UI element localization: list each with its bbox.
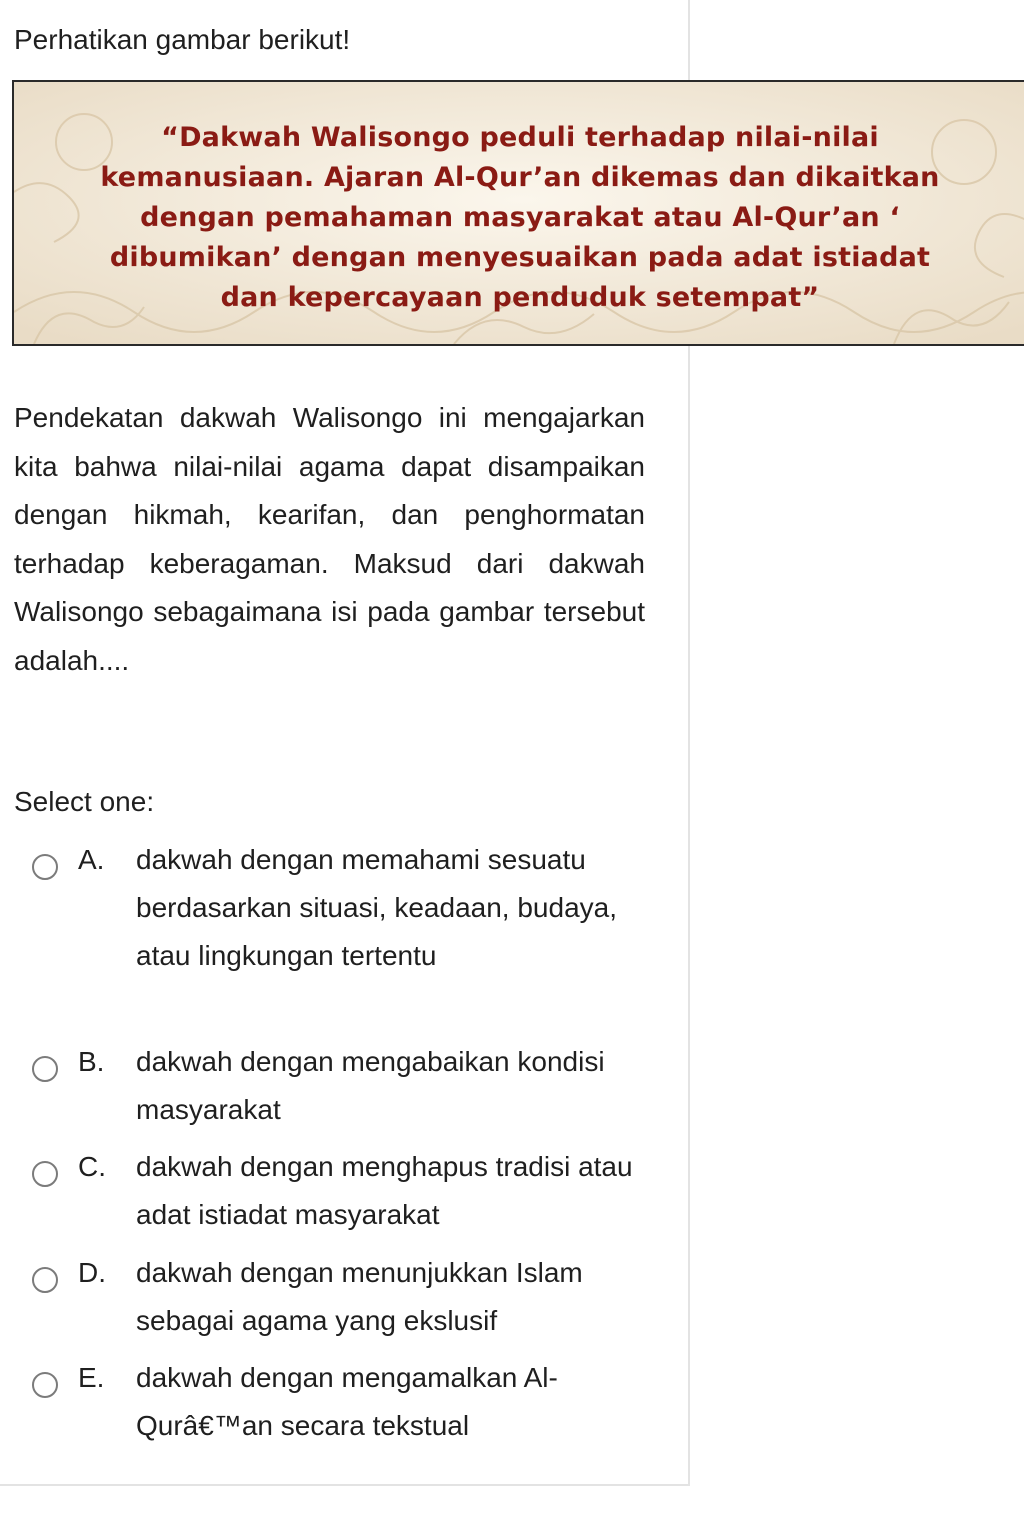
option-text: dakwah dengan mengabaikan kondisi masyarakat: [136, 1046, 605, 1125]
option-letter: A.: [78, 844, 105, 875]
option-b[interactable]: [28, 1038, 648, 1134]
option-c[interactable]: [28, 1143, 648, 1239]
option-d[interactable]: [28, 1249, 648, 1345]
option-text: dakwah dengan memahami sesuatu berdasarkan situasi, keadaan, budaya, atau lingkungan tertentu: [136, 844, 617, 971]
option-letter: D.: [78, 1257, 106, 1288]
option-e[interactable]: [28, 1354, 648, 1450]
option-letter: C.: [78, 1151, 106, 1182]
question-text: Pendekatan dakwah Walisongo ini mengajarkan kita bahwa nilai-nilai agama dapat disampaikan dengan hikmah, kearifan, dan penghormatan terhadap keberagaman. Maksud dari dakwah Walisongo sebagaimana isi pada gambar tersebut adalah....: [14, 402, 645, 676]
option-a[interactable]: [28, 836, 648, 1028]
option-text: dakwah dengan menunjukkan Islam sebagai agama yang ekslusif: [136, 1257, 583, 1336]
option-letter: E.: [78, 1362, 105, 1393]
quote-line: dengan pemahaman masyarakat atau Al-Qur’an ‘: [140, 202, 900, 233]
radio-button[interactable]: [32, 1161, 58, 1187]
quote-line: dibumikan’ dengan menyesuaikan pada adat istiadat: [109, 242, 931, 273]
option-letter: B.: [78, 1046, 105, 1077]
quote-line: dan kepercayaan penduduk setempat”: [220, 282, 820, 313]
quote-line: kemanusiaan. Ajaran Al-Qur’an dikemas dan dikaitkan: [100, 162, 940, 193]
quote-line: “Dakwah Walisongo peduli terhadap nilai-nilai: [161, 122, 879, 153]
quote-banner-image: [12, 80, 1024, 346]
select-one-label: Select one:: [14, 786, 155, 817]
option-text: dakwah dengan menghapus tradisi atau adat istiadat masyarakat: [136, 1151, 633, 1230]
banner-quote: [14, 118, 1024, 318]
radio-button[interactable]: [32, 854, 58, 880]
radio-button[interactable]: [32, 1267, 58, 1293]
radio-button[interactable]: [32, 1056, 58, 1082]
option-text: dakwah dengan mengamalkan Al-Qurâ€™an secara tekstual: [136, 1362, 558, 1441]
intro-text: Perhatikan gambar berikut!: [14, 24, 351, 55]
radio-button[interactable]: [32, 1372, 58, 1398]
